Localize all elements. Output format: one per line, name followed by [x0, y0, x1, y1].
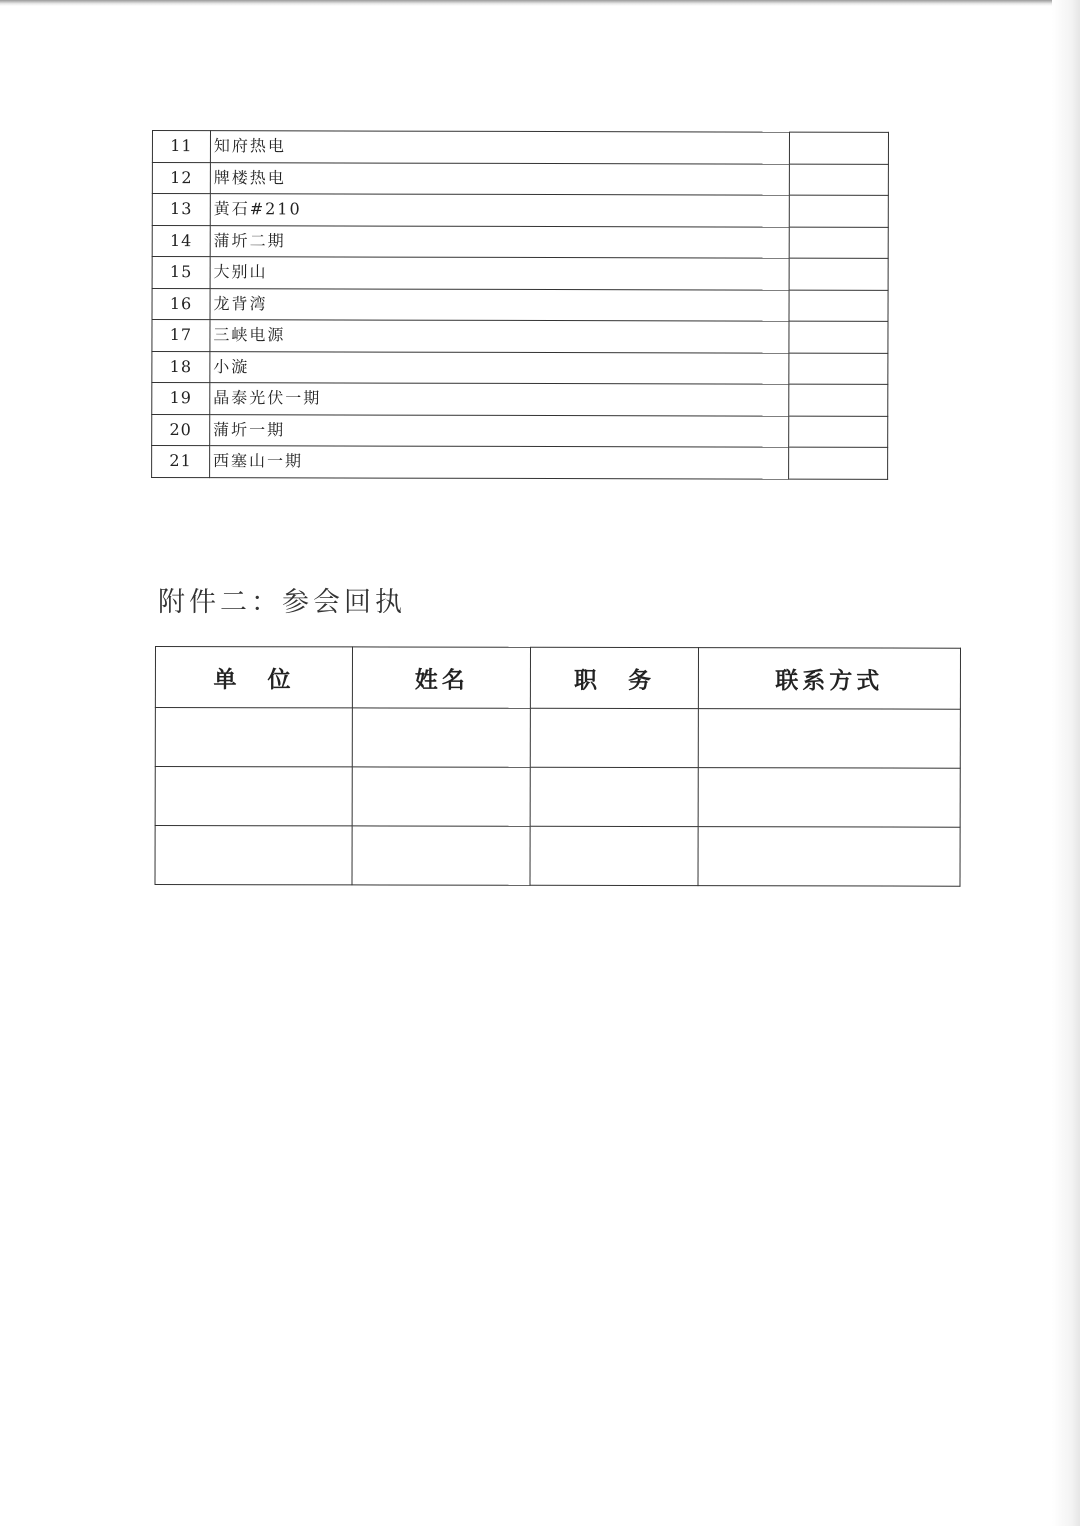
project-name: 大别山: [210, 257, 789, 290]
blank-cell: [789, 321, 888, 353]
row-number: 14: [152, 225, 210, 257]
position-cell: [531, 767, 698, 826]
scan-right-edge: [1052, 0, 1080, 1526]
table-row: [152, 162, 888, 195]
row-number: 21: [152, 446, 210, 478]
row-number: 11: [152, 131, 210, 163]
project-list-table: [151, 130, 889, 479]
blank-cell: [789, 416, 888, 448]
header-row: [155, 647, 960, 710]
row-number: 19: [152, 383, 210, 415]
row-number: 16: [152, 288, 210, 320]
header-unit: 单 位: [155, 647, 352, 708]
unit-cell: [155, 826, 352, 885]
attachment-title: 附件二：参会回执: [158, 587, 406, 618]
row-number: 18: [152, 351, 210, 383]
blank-cell: [789, 384, 888, 416]
name-cell: [352, 708, 530, 767]
name-cell: [352, 826, 530, 885]
project-name: 西塞山一期: [210, 446, 789, 479]
table-row: [152, 288, 888, 321]
table-row: [152, 225, 888, 258]
blank-cell: [789, 353, 888, 385]
row-number: 17: [152, 320, 210, 352]
row-number: 12: [152, 162, 210, 194]
blank-cell: [789, 447, 888, 479]
blank-cell: [789, 290, 888, 322]
table-row: [155, 708, 960, 769]
project-name: 蒲圻二期: [210, 225, 789, 258]
table-row: [152, 414, 888, 447]
unit-cell: [155, 767, 352, 826]
position-cell: [530, 826, 697, 885]
table-row: [152, 446, 888, 479]
project-name: 龙背湾: [210, 288, 789, 321]
row-number: 20: [152, 414, 210, 446]
blank-cell: [790, 132, 889, 164]
row-number: 15: [152, 257, 210, 289]
project-name: 知府热电: [210, 131, 789, 164]
project-name: 三峡电源: [210, 320, 789, 353]
row-number: 13: [152, 194, 210, 226]
contact-cell: [698, 827, 960, 887]
name-cell: [352, 767, 530, 826]
table-row: [152, 383, 888, 416]
project-name: 黄石#210: [210, 194, 789, 227]
table-row: [155, 826, 960, 887]
attendance-receipt-table: [154, 646, 960, 887]
contact-cell: [698, 768, 960, 828]
table-row: [152, 320, 888, 353]
header-position: 职 务: [531, 647, 698, 708]
unit-cell: [155, 708, 352, 767]
table-row: [152, 351, 888, 384]
project-name: 小漩: [210, 351, 789, 384]
project-name: 蒲圻一期: [210, 414, 789, 447]
position-cell: [531, 708, 698, 767]
contact-cell: [698, 709, 960, 769]
project-name: 牌楼热电: [210, 162, 789, 195]
blank-cell: [789, 164, 888, 196]
project-name: 晶泰光伏一期: [210, 383, 789, 416]
blank-cell: [789, 258, 888, 290]
blank-cell: [789, 227, 888, 259]
header-contact: 联系方式: [698, 648, 960, 710]
table-row: [152, 257, 888, 290]
table-row: [155, 767, 960, 828]
header-name: 姓名: [353, 647, 531, 708]
table-row: [152, 194, 888, 227]
table-row: [152, 131, 888, 164]
scan-top-edge: [0, 0, 1080, 6]
blank-cell: [789, 195, 888, 227]
